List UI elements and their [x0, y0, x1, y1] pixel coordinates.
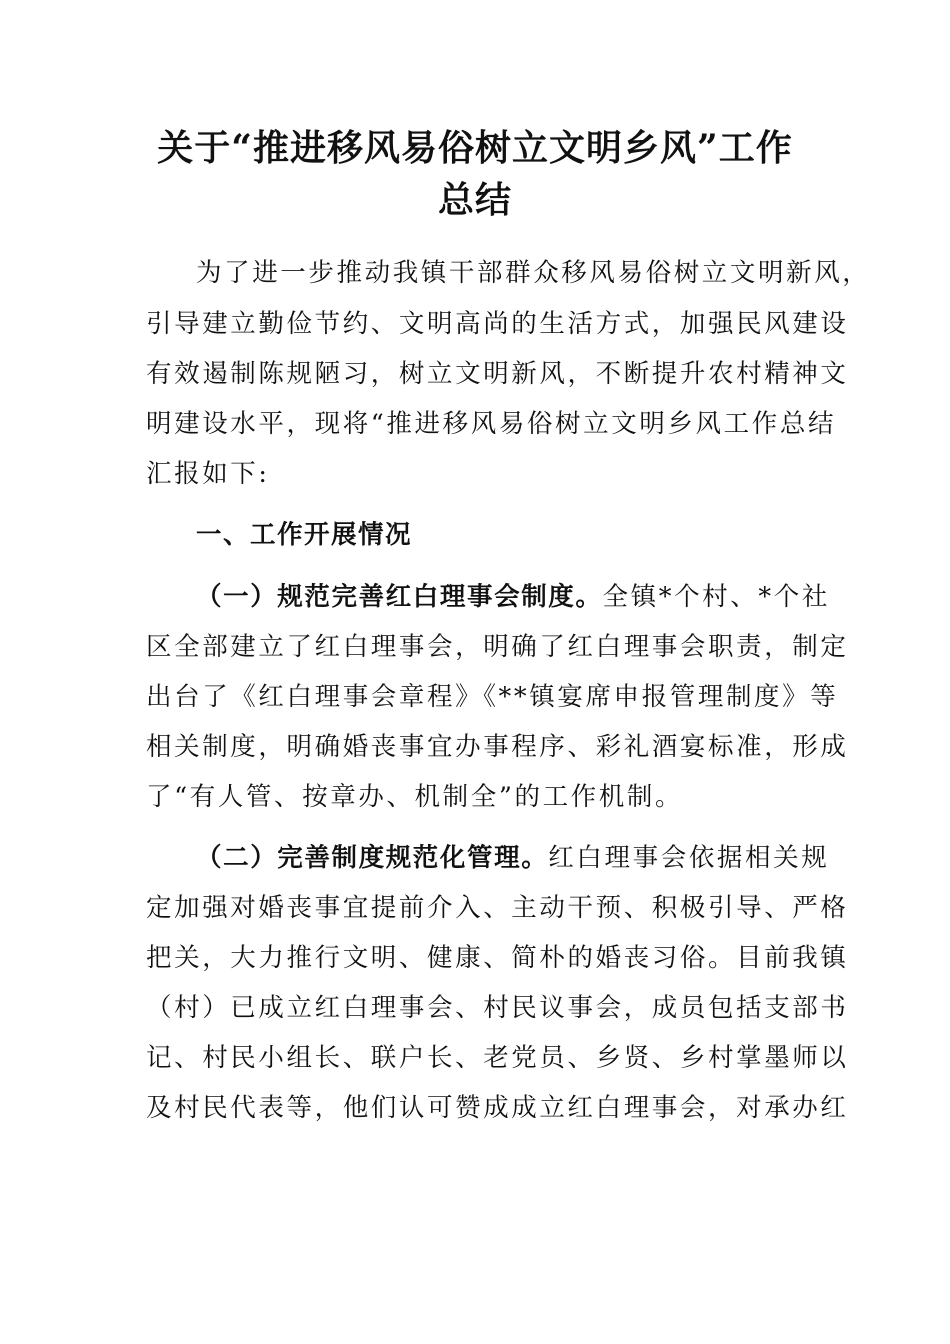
item-2-line: 及村民代表等，他们认可赞成成立红白理事会，对承办红 [146, 1093, 849, 1123]
item-2-lead: （二）完善制度规范化管理。 [196, 843, 549, 873]
item-1-line: 相关制度，明确婚丧事宜办事程序、彩礼酒宴标准，形成 [146, 732, 849, 762]
document-title-line-1: 关于“推进移风易俗树立文明乡风”工作 [157, 127, 793, 169]
item-2-first-line [196, 841, 886, 875]
section-heading: 一、工作开展情况 [196, 520, 413, 550]
document-title-line-2: 总结 [437, 179, 512, 221]
item-2-first-line-text: 红白理事会依据相关规 [548, 843, 830, 873]
item-2-line: 把关，大力推行文明、健康、简朴的婚丧习俗。目前我镇 [146, 943, 849, 973]
item-1-line: 了“有人管、按章办、机制全”的工作机制。 [146, 782, 684, 812]
intro-line: 为了进一步推动我镇干部群众移风易俗树立文明新风， [196, 258, 871, 288]
intro-line: 明建设水平，现将“推进移风易俗树立文明乡风工作总结 [146, 409, 837, 439]
item-1-line: 出台了《红白理事会章程》《**镇宴席申报管理制度》等 [146, 682, 839, 712]
item-2-line: 定加强对婚丧事宜提前介入、主动干预、积极引导、严格 [146, 893, 849, 923]
item-2-line: 记、村民小组长、联户长、老党员、乡贤、乡村掌墨师以 [146, 1043, 849, 1073]
intro-line: 引导建立勤俭节约、文明高尚的生活方式，加强民风建设 [146, 309, 849, 339]
intro-line: 有效遏制陈规陋习，树立文明新风，不断提升农村精神文 [146, 359, 849, 389]
item-2-line: （村）已成立红白理事会、村民议事会，成员包括支部书 [146, 993, 849, 1023]
item-1-line: 区全部建立了红白理事会，明确了红白理事会职责，制定 [146, 632, 849, 662]
item-1-first-line [196, 580, 886, 614]
item-1-first-line-text: 全镇*个村、*个社 [602, 582, 830, 612]
item-1-lead: （一）规范完善红白理事会制度。 [196, 582, 603, 612]
intro-line: 汇报如下: [146, 459, 270, 489]
